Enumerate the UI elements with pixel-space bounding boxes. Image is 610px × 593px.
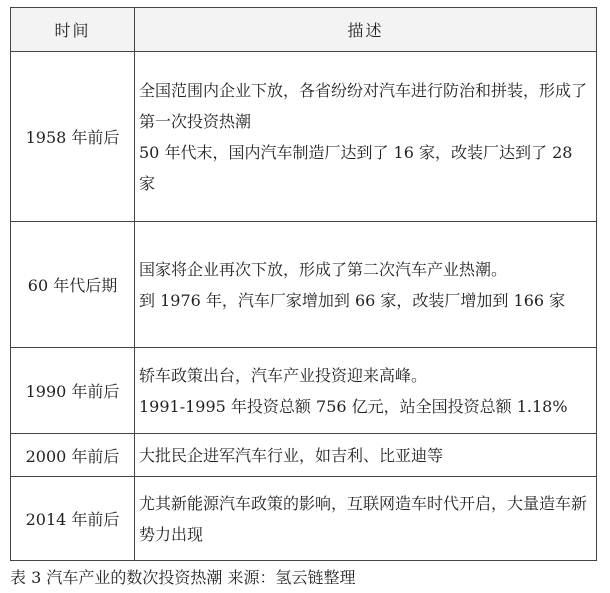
description-line: 国家将企业再次下放，形成了第二次汽车产业热潮。 xyxy=(139,259,508,279)
description-cell xyxy=(135,222,597,348)
description-line: 50 年代末，国内汽车制造厂达到了 16 家，改装厂达到了 28 家 xyxy=(139,142,573,193)
table-row xyxy=(11,477,597,561)
table-row xyxy=(11,434,597,477)
table-caption: 表 3 汽车产业的数次投资热潮 来源：氢云链整理 xyxy=(10,568,356,587)
description-cell xyxy=(135,52,597,222)
table-row xyxy=(11,348,597,434)
description-line: 轿车政策出台，汽车产业投资迎来高峰。 xyxy=(139,365,428,385)
table-row xyxy=(11,222,597,348)
header-description: 描述 xyxy=(135,8,597,52)
header-time: 时间 xyxy=(11,8,135,52)
time-cell: 1990 年前后 xyxy=(11,348,135,434)
description-cell xyxy=(135,434,597,477)
description-line: 大批民企进军汽车行业，如吉利、比亚迪等 xyxy=(139,445,444,465)
investment-waves-table xyxy=(10,7,597,561)
time-cell: 2014 年前后 xyxy=(11,477,135,561)
description-line: 全国范围内企业下放，各省纷纷对汽车进行防治和拼装，形成了第一次投资热潮 xyxy=(139,80,588,131)
time-cell: 60 年代后期 xyxy=(11,222,135,348)
description-cell xyxy=(135,477,597,561)
description-line: 尤其新能源汽车政策的影响，互联网造车时代开启，大量造车新势力出现 xyxy=(139,493,588,544)
table-row xyxy=(11,52,597,222)
description-line: 到 1976 年，汽车厂家增加到 66 家，改装厂增加到 166 家 xyxy=(139,290,566,310)
time-cell: 2000 年前后 xyxy=(11,434,135,477)
header-row xyxy=(11,8,597,52)
description-cell xyxy=(135,348,597,434)
description-line: 1991-1995 年投资总额 756 亿元，站全国投资总额 1.18% xyxy=(139,396,568,416)
time-cell: 1958 年前后 xyxy=(11,52,135,222)
